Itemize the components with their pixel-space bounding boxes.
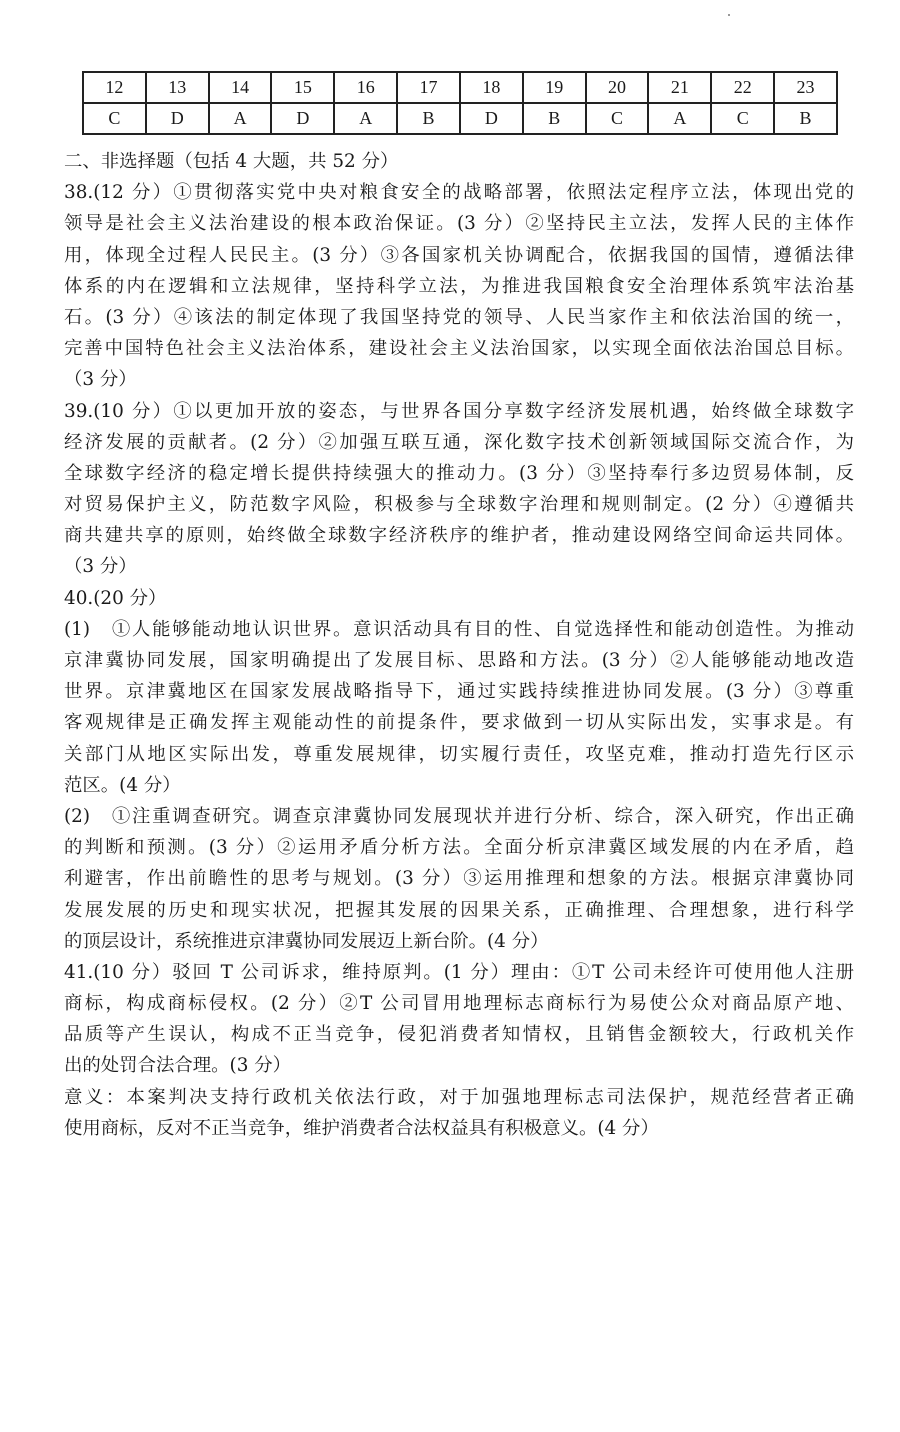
question-number-cell: 20 bbox=[586, 72, 649, 103]
text-line: 39.(10 分）①以更加开放的姿态，与世界各国分享数字经济发展机遇，始终做全球数字 bbox=[64, 400, 854, 422]
text-line: （3 分） bbox=[64, 369, 137, 391]
text-line: (1) ①人能够能动地认识世界。意识活动具有目的性、自觉选择性和能动创造性。为推动 bbox=[64, 618, 854, 640]
question-number-cell: 16 bbox=[334, 72, 397, 103]
question-number-cell: 21 bbox=[648, 72, 711, 103]
answer-cell: C bbox=[711, 103, 774, 134]
text-line: 38.(12 分）①贯彻落实党中央对粮食安全的战略部署，依照法定程序立法，体现出党的 bbox=[64, 182, 854, 204]
answer-cell: A bbox=[209, 103, 272, 134]
question-number-row bbox=[83, 72, 837, 103]
text-line: 二、非选择题（包括 4 大题，共 52 分） bbox=[64, 151, 399, 172]
text-line: 用，体现全过程人民民主。(3 分）③各国家机关协调配合，依据我国的国情，遵循法律 bbox=[64, 244, 854, 266]
question-number-cell: 12 bbox=[83, 72, 146, 103]
answer-cell: D bbox=[460, 103, 523, 134]
text-line: 的顶层设计，系统推进京津冀协同发展迈上新台阶。(4 分） bbox=[64, 930, 549, 952]
answer-cell: B bbox=[397, 103, 460, 134]
text-line: （3 分） bbox=[64, 556, 137, 578]
text-line: 利避害，作出前瞻性的思考与规划。(3 分）③运用推理和想象的方法。根据京津冀协同 bbox=[64, 868, 854, 890]
text-line: 出的处罚合法合理。(3 分） bbox=[64, 1055, 292, 1077]
answer-cell: B bbox=[774, 103, 837, 134]
text-line: 领导是社会主义法治建设的根本政治保证。(3 分）②坚持民主立法，发挥人民的主体作 bbox=[64, 213, 854, 235]
scan-speck bbox=[728, 14, 730, 16]
text-line: 客观规律是正确发挥主观能动性的前提条件，要求做到一切从实际出发，实事求是。有 bbox=[64, 712, 854, 734]
text-line: 范区。(4 分） bbox=[64, 774, 181, 796]
answer-cell: B bbox=[523, 103, 586, 134]
text-line: 商共建共享的原则，始终做全球数字经济秩序的维护者，推动建设网络空间命运共同体。 bbox=[64, 525, 854, 547]
text-line: 世界。京津冀地区在国家发展战略指导下，通过实践持续推进协同发展。(3 分）③尊重 bbox=[64, 681, 854, 703]
question-number-cell: 17 bbox=[397, 72, 460, 103]
question-number-cell: 22 bbox=[711, 72, 774, 103]
question-number-cell: 15 bbox=[271, 72, 334, 103]
text-line: 意义：本案判决支持行政机关依法行政，对于加强地理标志司法保护，规范经营者正确 bbox=[64, 1086, 854, 1108]
answer-cell: C bbox=[586, 103, 649, 134]
text-line: 对贸易保护主义，防范数字风险，积极参与全球数字治理和规则制定。(2 分）④遵循共 bbox=[64, 494, 854, 516]
text-line: 41.(10 分）驳回 T 公司诉求，维持原判。(1 分）理由：①T 公司未经许可使用他人注册 bbox=[64, 961, 854, 983]
text-line: 40.(20 分） bbox=[64, 587, 167, 609]
text-line: 关部门从地区实际出发，尊重发展规律，切实履行责任，攻坚克难，推动打造先行区示 bbox=[64, 743, 854, 765]
text-line: (2) ①注重调查研究。调查京津冀协同发展现状并进行分析、综合，深入研究，作出正确 bbox=[64, 805, 854, 827]
text-line: 发展发展的历史和现实状况，把握其发展的因果关系，正确推理、合理想象，进行科学 bbox=[64, 899, 854, 921]
question-number-cell: 23 bbox=[774, 72, 837, 103]
text-line: 完善中国特色社会主义法治体系，建设社会主义法治国家，以实现全面依法治国总目标。 bbox=[64, 338, 854, 360]
answer-cell: A bbox=[648, 103, 711, 134]
text-line: 全球数字经济的稳定增长提供持续强大的推动力。(3 分）③坚持奉行多边贸易体制，反 bbox=[64, 462, 854, 484]
question-number-cell: 14 bbox=[209, 72, 272, 103]
text-line: 经济发展的贡献者。(2 分）②加强互联互通，深化数字技术创新领域国际交流合作，为 bbox=[64, 431, 854, 453]
text-line: 京津冀协同发展，国家明确提出了发展目标、思路和方法。(3 分）②人能够能动地改造 bbox=[64, 650, 854, 671]
answer-cell: D bbox=[146, 103, 209, 134]
answer-key-table bbox=[82, 71, 838, 135]
question-number-cell: 19 bbox=[523, 72, 586, 103]
question-number-cell: 13 bbox=[146, 72, 209, 103]
answer-cell: D bbox=[271, 103, 334, 134]
answer-text-body bbox=[64, 146, 854, 1144]
text-line: 的判断和预测。(3 分）②运用矛盾分析方法。全面分析京津冀区域发展的内在矛盾，趋 bbox=[64, 837, 854, 859]
answer-cell: C bbox=[83, 103, 146, 134]
text-line: 石。(3 分）④该法的制定体现了我国坚持党的领导、人民当家作主和依法治国的统一， bbox=[64, 306, 854, 328]
text-line: 品质等产生误认，构成不正当竞争，侵犯消费者知情权，且销售金额较大，行政机关作 bbox=[64, 1024, 854, 1046]
answer-letter-row bbox=[83, 103, 837, 134]
text-line: 体系的内在逻辑和立法规律，坚持科学立法，为推进我国粮食安全治理体系筑牢法治基 bbox=[64, 275, 854, 297]
text-line: 使用商标，反对不正当竞争，维护消费者合法权益具有积极意义。(4 分） bbox=[64, 1117, 659, 1139]
question-number-cell: 18 bbox=[460, 72, 523, 103]
answer-cell: A bbox=[334, 103, 397, 134]
text-line: 商标，构成商标侵权。(2 分）②T 公司冒用地理标志商标行为易使公众对商品原产地、 bbox=[64, 993, 854, 1015]
